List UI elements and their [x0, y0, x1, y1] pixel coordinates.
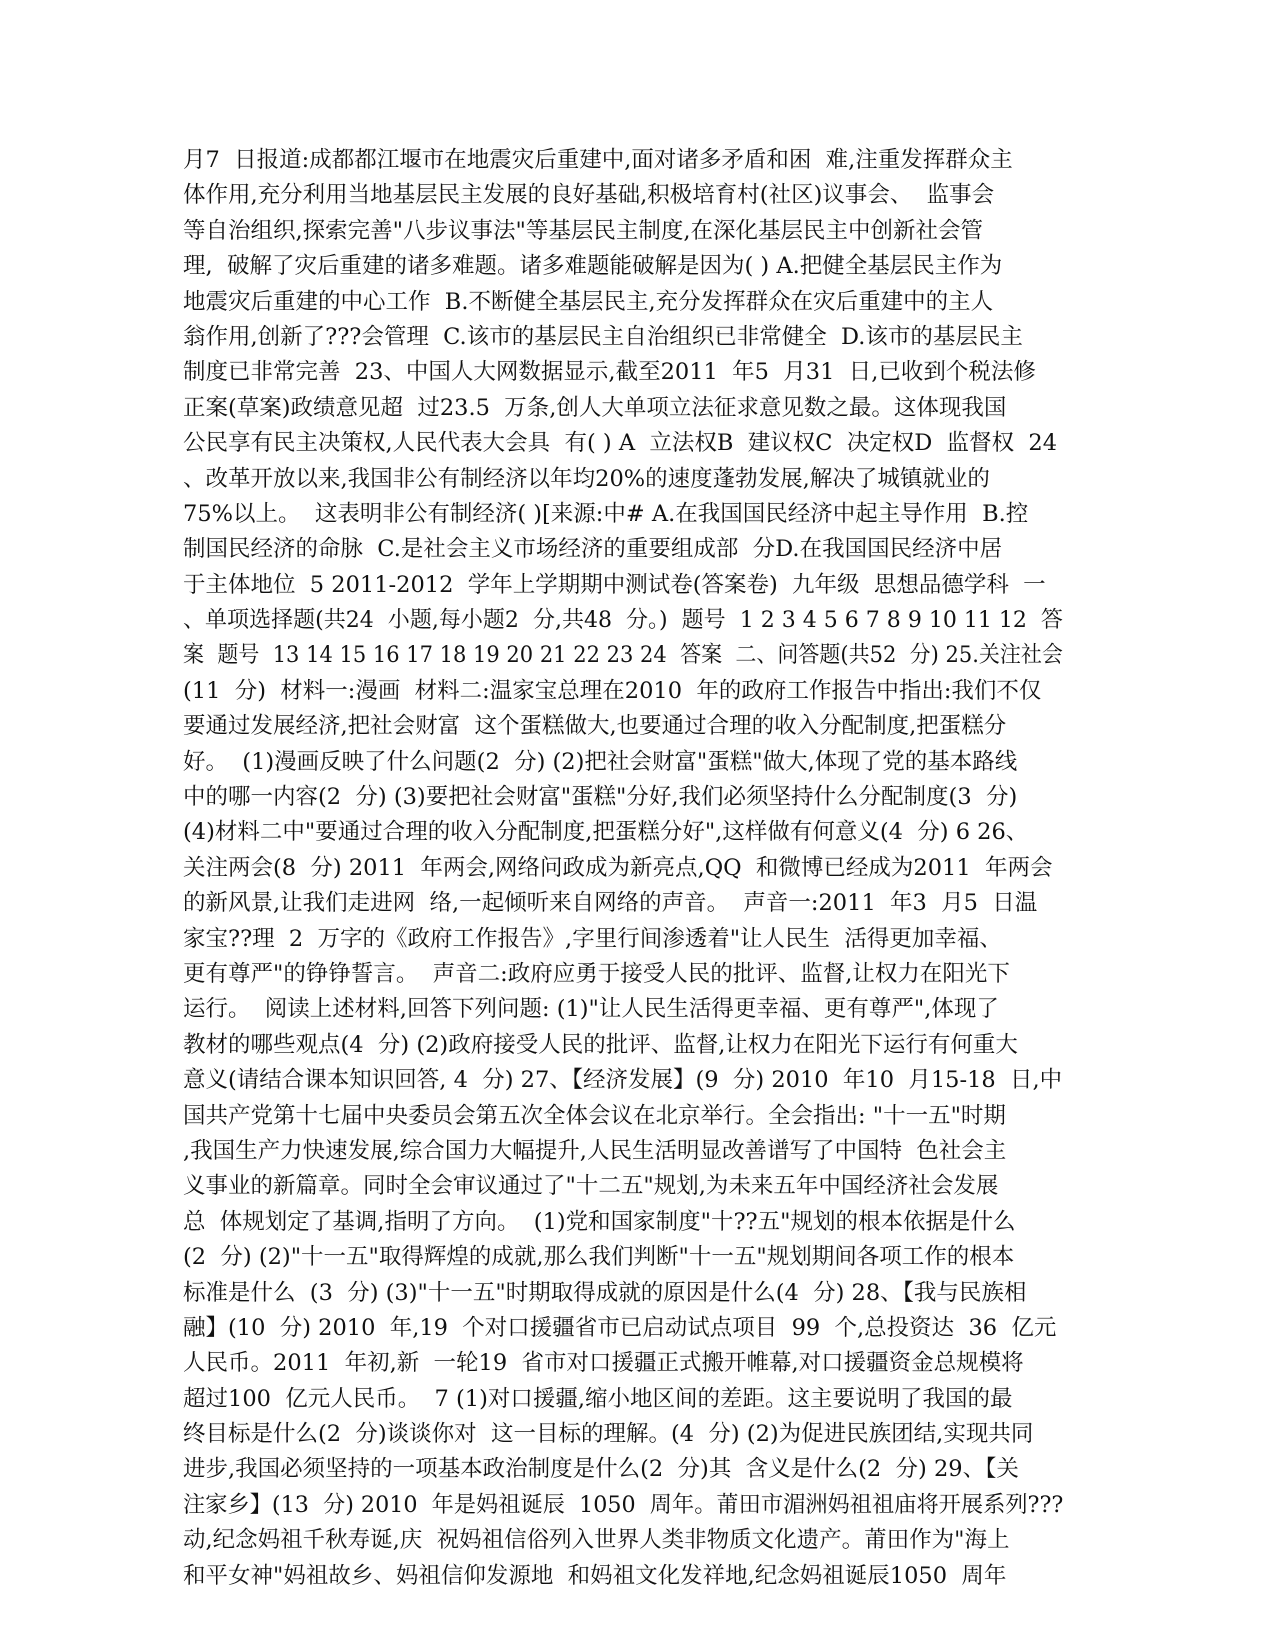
text-line: (4)材料二中"要通过合理的收入分配制度,把蛋糕分好",这样做有何意义(4 分) 6 26、	[183, 819, 1029, 846]
text-line: 案 题号 13 14 15 16 17 18 19 20 21 22 23 24 答案 二、问答题(共52 分) 25.关注社会	[183, 642, 1063, 669]
text-line: 更有尊严"的铮铮誓言。 声音二:政府应勇于接受人民的批评、监督,让权力在阳光下	[183, 960, 1010, 987]
text-line: 公民享有民主决策权,人民代表大会具 有( ) A 立法权B 建议权C 决定权D 监督权 24	[183, 430, 1058, 457]
text-line: 75%以上。 这表明非公有制经济( )[来源:中# A.在我国国民经济中起主导作用 B.控	[183, 500, 1029, 527]
text-line: 标准是什么 (3 分) (3)"十一五"时期取得成就的原因是什么(4 分) 28、【我与民族相	[183, 1279, 1027, 1306]
text-line: 等自治组织,探索完善"八步议事法"等基层民主制度,在深化基层民主中创新社会管	[183, 217, 984, 244]
text-line: 中的哪一内容(2 分) (3)要把社会财富"蛋糕"分好,我们必须坚持什么分配制度(3 分)	[183, 784, 1018, 811]
text-line: 和平女神"妈祖故乡、妈祖信仰发源地 和妈祖文化发祥地,纪念妈祖诞辰1050 周年	[183, 1562, 1007, 1589]
text-line: ,我国生产力快速发展,综合国力大幅提升,人民生活明显改善谱写了中国特 色社会主	[183, 1137, 1007, 1164]
text-line: 好。 (1)漫画反映了什么问题(2 分) (2)把社会财富"蛋糕"做大,体现了党的基本路线	[183, 748, 1018, 775]
text-line: 总 体规划定了基调,指明了方向。 (1)党和国家制度"十??五"规划的根本依据是什么	[183, 1208, 1016, 1235]
text-line: 的新风景,让我们走进网 络,一起倾听来自网络的声音。 声音一:2011 年3 月5 日温	[183, 890, 1038, 917]
document-body	[183, 143, 1063, 1594]
text-line: 于主体地位 5 2011-2012 学年上学期期中测试卷(答案卷) 九年级 思想品德学科 一	[183, 571, 1046, 598]
text-line: 人民币。2011 年初,新 一轮19 省市对口援疆正式搬开帷幕,对口援疆资金总规模将	[183, 1350, 1024, 1377]
text-line: 体作用,充分利用当地基层民主发展的良好基础,积极培育村(社区)议事会、 监事会	[183, 182, 995, 209]
text-line: 进步,我国必须坚持的一项基本政治制度是什么(2 分)其 含义是什么(2 分) 29、【关	[183, 1456, 1019, 1483]
text-line: 动,纪念妈祖千秋寿诞,庆 祝妈祖信俗列入世界人类非物质文化遗产。莆田作为"海上	[183, 1527, 1010, 1554]
text-line: 融】(10 分) 2010 年,19 个对口援疆省市已启动试点项目 99 个,总投资达 36 亿元	[183, 1314, 1057, 1341]
text-line: 运行。 阅读上述材料,回答下列问题: (1)"让人民生活得更幸福、更有尊严",体现了	[183, 996, 999, 1023]
text-line: 要通过发展经济,把社会财富 这个蛋糕做大,也要通过合理的收入分配制度,把蛋糕分	[183, 713, 1007, 740]
text-line: 、改革开放以来,我国非公有制经济以年均20%的速度蓬勃发展,解决了城镇就业的	[183, 465, 990, 492]
text-line: 月7 日报道:成都都江堰市在地震灾后重建中,面对诸多矛盾和困 难,注重发挥群众主	[183, 147, 1013, 173]
text-line: 地震灾后重建的中心工作 B.不断健全基层民主,充分发挥群众在灾后重建中的主人	[183, 288, 994, 315]
text-line: 正案(草案)政绩意见超 过23.5 万条,创人大单项立法征求意见数之最。这体现我国	[183, 394, 1007, 421]
text-line: 理, 破解了灾后重建的诸多难题。诸多难题能破解是因为( ) A.把健全基层民主作为	[183, 253, 1003, 280]
text-line: 制度已非常完善 23、中国人大网数据显示,截至2011 年5 月31 日,已收到个税法修	[183, 359, 1036, 386]
text-line: 意义(请结合课本知识回答, 4 分) 27、【经济发展】(9 分) 2010 年10 月15-18 日,中	[183, 1067, 1063, 1094]
text-line: 终目标是什么(2 分)谈谈你对 这一目标的理解。(4 分) (2)为促进民族团结,实现共同	[183, 1421, 1034, 1448]
text-line: 关注两会(8 分) 2011 年两会,网络问政成为新亮点,QQ 和微博已经成为2011 年两会	[183, 854, 1053, 881]
text-line: 注家乡】(13 分) 2010 年是妈祖诞辰 1050 周年。莆田市湄洲妈祖祖庙将开展系列???	[183, 1491, 1064, 1518]
text-line: (11 分) 材料一:漫画 材料二:温家宝总理在2010 年的政府工作报告中指出:我们不仅	[183, 677, 1042, 704]
text-line: 义事业的新篇章。同时全会审议通过了"十二五"规划,为未来五年中国经济社会发展	[183, 1173, 999, 1200]
text-line: 翁作用,创新了???会管理 C.该市的基层民主自治组织已非常健全 D.该市的基层民主	[183, 323, 1023, 350]
text-line: (2 分) (2)"十一五"取得辉煌的成就,那么我们判断"十一五"规划期间各项工作的根本	[183, 1244, 1015, 1271]
text-line: 国共产党第十七届中央委员会第五次全体会议在北京举行。全会指出: "十一五"时期	[183, 1102, 1006, 1129]
text-line: 超过100 亿元人民币。 7 (1)对口援疆,缩小地区间的差距。这主要说明了我国的最	[183, 1385, 1013, 1412]
text-line: 制国民经济的命脉 C.是社会主义市场经济的重要组成部 分D.在我国国民经济中居	[183, 536, 1003, 563]
text-line: 、单项选择题(共24 小题,每小题2 分,共48 分。) 题号 1 2 3 4 5 6 7 8 9 10 11 12 答	[183, 607, 1063, 634]
text-line: 家宝??理 2 万字的《政府工作报告》,字里行间渗透着"让人民生 活得更加幸福、	[183, 925, 1002, 952]
text-line: 教材的哪些观点(4 分) (2)政府接受人民的批评、监督,让权力在阳光下运行有何重大	[183, 1031, 1018, 1058]
